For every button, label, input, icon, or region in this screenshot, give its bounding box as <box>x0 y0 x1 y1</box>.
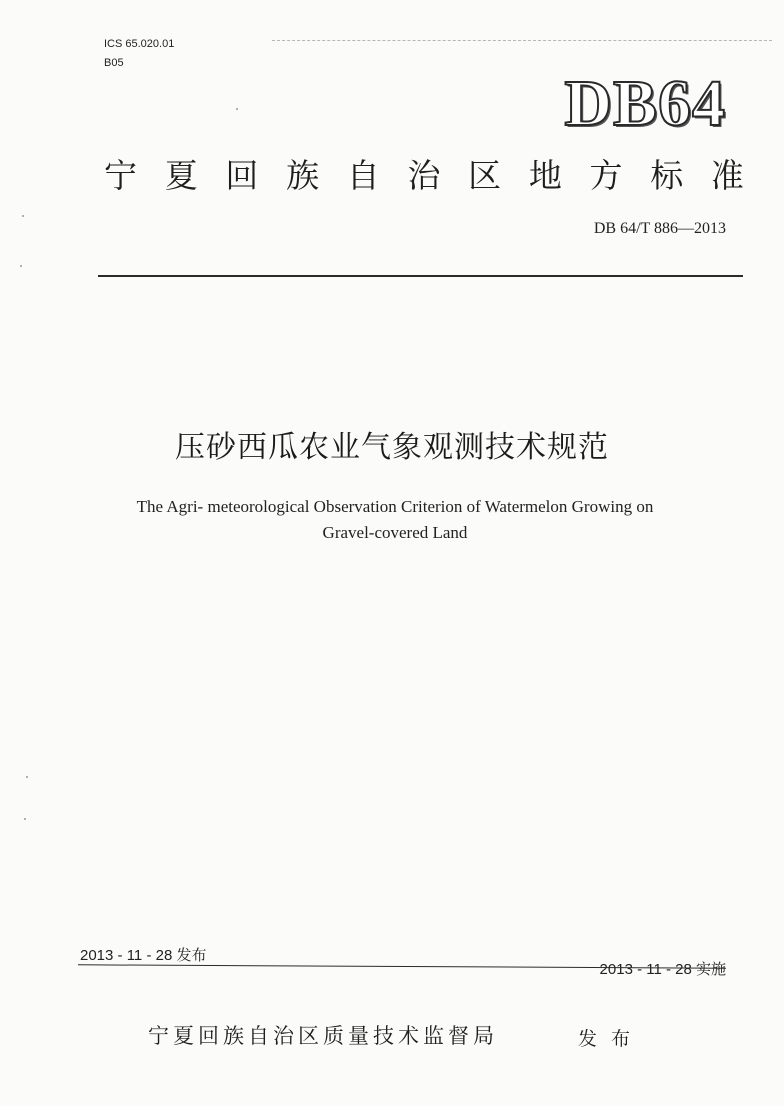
region-char: 区 <box>468 156 502 195</box>
implement-date: 2013 - 11 - 28 实施 <box>599 961 726 978</box>
region-char: 标 <box>650 156 684 195</box>
title-english-line1: The Agri- meteorological Observation Criterion of Watermelon Growing on <box>136 497 654 516</box>
region-char: 回 <box>225 156 259 195</box>
ics-code: ICS 65.020.01 <box>104 38 175 50</box>
region-char: 族 <box>286 156 320 195</box>
region-char: 地 <box>528 156 562 195</box>
region-char: 治 <box>407 156 441 195</box>
header-dashed-line <box>272 40 772 41</box>
header-rule <box>98 275 743 277</box>
region-char: 自 <box>346 156 380 195</box>
region-char: 夏 <box>164 156 198 195</box>
scan-speck <box>24 818 26 820</box>
title-english <box>70 494 720 546</box>
region-char: 准 <box>710 156 744 195</box>
classification-codes <box>104 35 174 73</box>
scan-speck <box>236 108 238 110</box>
scan-speck <box>22 215 24 217</box>
scan-speck <box>20 265 22 267</box>
brand-mark: DB64 <box>564 67 726 140</box>
standard-number: DB 64/T 886—2013 <box>593 220 726 237</box>
title-chinese: 压砂西瓜农业气象观测技术规范 <box>175 430 609 465</box>
region-char: 方 <box>589 156 623 195</box>
publish-date: 2013 - 11 - 28 发布 <box>80 947 207 964</box>
title-english-line2: Gravel-covered Land <box>322 523 468 542</box>
category-code: B05 <box>104 57 124 69</box>
region-standard-heading <box>104 150 744 197</box>
region-char: 宁 <box>104 156 137 195</box>
scan-speck <box>26 776 28 778</box>
issuing-authority: 宁夏回族自治区质量技术监督局 <box>148 1024 498 1048</box>
issue-label: 发布 <box>578 1028 645 1050</box>
